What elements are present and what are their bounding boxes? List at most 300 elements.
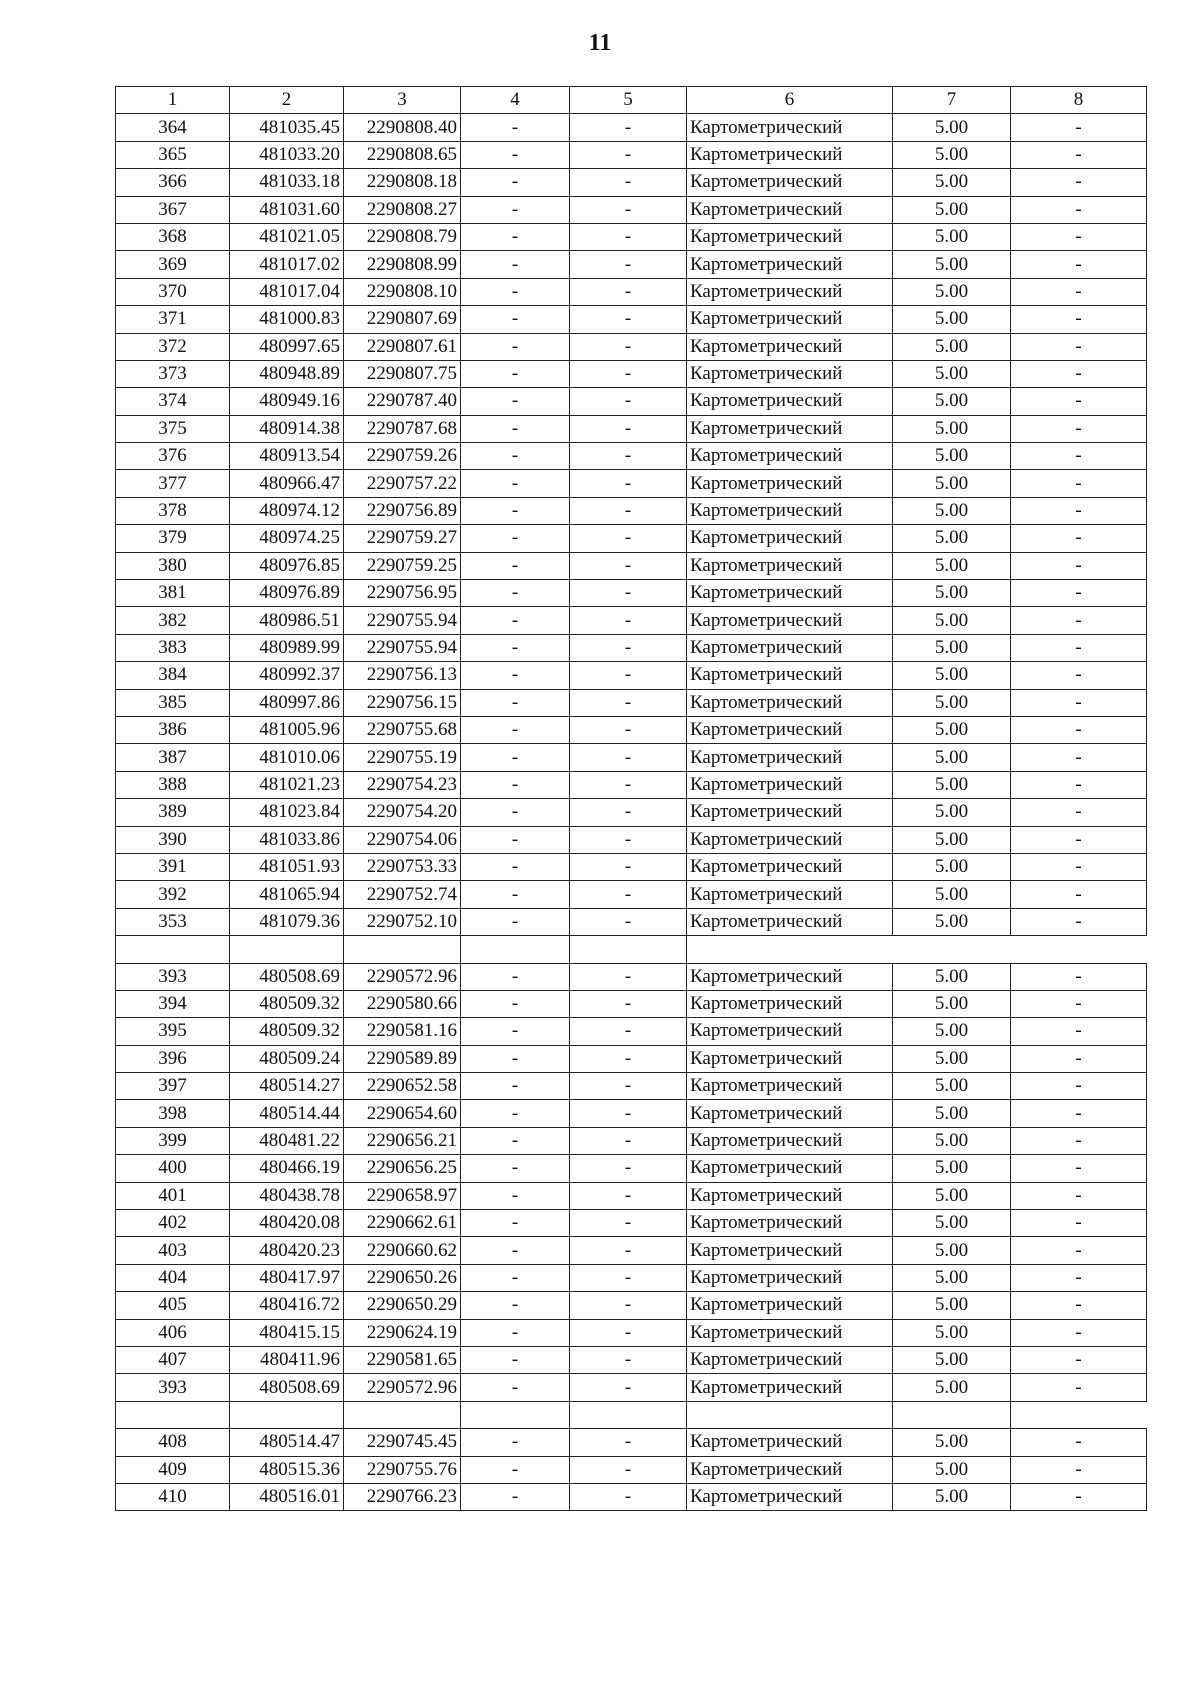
col-4-cell: - xyxy=(461,634,570,661)
x-coordinate-cell: 480515.36 xyxy=(230,1456,344,1483)
x-coordinate-cell: 480992.37 xyxy=(230,662,344,689)
accuracy-cell: 5.00 xyxy=(893,360,1011,387)
col-4-cell: - xyxy=(461,1100,570,1127)
col-8-cell: - xyxy=(1011,223,1147,250)
y-coordinate-cell: 2290652.58 xyxy=(344,1073,461,1100)
accuracy-cell: 5.00 xyxy=(893,278,1011,305)
y-coordinate-cell: 2290581.16 xyxy=(344,1018,461,1045)
col-5-cell: - xyxy=(570,141,687,168)
col-4-cell: - xyxy=(461,826,570,853)
point-number-cell: 1 xyxy=(116,87,230,114)
col-8-cell: - xyxy=(1011,1483,1147,1510)
accuracy-cell: 5.00 xyxy=(893,141,1011,168)
col-4-cell: - xyxy=(461,716,570,743)
col-4-cell: - xyxy=(461,662,570,689)
col-5-cell: - xyxy=(570,525,687,552)
y-coordinate-cell: 2290787.40 xyxy=(344,388,461,415)
table-row xyxy=(116,881,1147,908)
point-number-cell: 377 xyxy=(116,470,230,497)
point-number-cell: 386 xyxy=(116,716,230,743)
col-5-cell: - xyxy=(570,415,687,442)
col-4-cell: - xyxy=(461,1456,570,1483)
col-4-cell: - xyxy=(461,333,570,360)
empty-cell xyxy=(687,1401,893,1428)
y-coordinate-cell: 2290753.33 xyxy=(344,853,461,880)
accuracy-cell: 5.00 xyxy=(893,744,1011,771)
x-coordinate-cell: 480514.27 xyxy=(230,1073,344,1100)
point-number-cell: 391 xyxy=(116,853,230,880)
col-5-cell: - xyxy=(570,497,687,524)
table-row xyxy=(116,662,1147,689)
y-coordinate-cell: 2290572.96 xyxy=(344,1374,461,1401)
empty-cell xyxy=(1011,936,1147,963)
col-5-cell: - xyxy=(570,333,687,360)
table-row xyxy=(116,799,1147,826)
col-8-cell: - xyxy=(1011,1456,1147,1483)
col-4-cell: - xyxy=(461,470,570,497)
x-coordinate-cell: 481079.36 xyxy=(230,908,344,935)
point-number-cell: 395 xyxy=(116,1018,230,1045)
x-coordinate-cell: 480420.08 xyxy=(230,1210,344,1237)
accuracy-cell: 5.00 xyxy=(893,388,1011,415)
x-coordinate-cell: 480508.69 xyxy=(230,963,344,990)
y-coordinate-cell: 2290650.29 xyxy=(344,1292,461,1319)
method-cell: Картометрический xyxy=(687,744,893,771)
accuracy-cell: 5.00 xyxy=(893,1374,1011,1401)
point-number-cell: 393 xyxy=(116,1374,230,1401)
method-cell: Картометрический xyxy=(687,1237,893,1264)
method-cell: Картометрический xyxy=(687,1346,893,1373)
table-row xyxy=(116,306,1147,333)
table-row xyxy=(116,716,1147,743)
y-coordinate-cell: 2290656.25 xyxy=(344,1155,461,1182)
table-row xyxy=(116,1319,1147,1346)
col-8-cell: - xyxy=(1011,1073,1147,1100)
col-5-cell: - xyxy=(570,771,687,798)
table-row xyxy=(116,1182,1147,1209)
point-number-cell: 394 xyxy=(116,990,230,1017)
method-cell: Картометрический xyxy=(687,634,893,661)
method-cell: Картометрический xyxy=(687,196,893,223)
col-8-cell: - xyxy=(1011,497,1147,524)
empty-cell xyxy=(116,1401,230,1428)
point-number-cell: 369 xyxy=(116,251,230,278)
col-8-cell: - xyxy=(1011,1127,1147,1154)
y-coordinate-cell: 2290808.79 xyxy=(344,223,461,250)
col-4-cell: - xyxy=(461,497,570,524)
col-4-cell: - xyxy=(461,1319,570,1346)
contour-separator-row xyxy=(116,1401,1147,1428)
col-8-cell: - xyxy=(1011,552,1147,579)
accuracy-cell: 5.00 xyxy=(893,1292,1011,1319)
y-coordinate-cell: 2290754.06 xyxy=(344,826,461,853)
y-coordinate-cell: 2290759.27 xyxy=(344,525,461,552)
x-coordinate-cell: 2 xyxy=(230,87,344,114)
empty-cell xyxy=(893,1401,1011,1428)
method-cell: Картометрический xyxy=(687,114,893,141)
col-8-cell: - xyxy=(1011,799,1147,826)
col-4-cell: - xyxy=(461,196,570,223)
col-4-cell: - xyxy=(461,881,570,908)
x-coordinate-cell: 481010.06 xyxy=(230,744,344,771)
point-number-cell: 410 xyxy=(116,1483,230,1510)
col-4-cell: - xyxy=(461,1210,570,1237)
x-coordinate-cell: 481000.83 xyxy=(230,306,344,333)
x-coordinate-cell: 480966.47 xyxy=(230,470,344,497)
accuracy-cell: 5.00 xyxy=(893,689,1011,716)
accuracy-cell: 5.00 xyxy=(893,1319,1011,1346)
col-5-cell: - xyxy=(570,826,687,853)
empty-cell xyxy=(893,936,1011,963)
accuracy-cell: 5.00 xyxy=(893,114,1011,141)
y-coordinate-cell: 3 xyxy=(344,87,461,114)
accuracy-cell: 5.00 xyxy=(893,607,1011,634)
col-8-cell: - xyxy=(1011,196,1147,223)
x-coordinate-cell: 481033.20 xyxy=(230,141,344,168)
point-number-cell: 407 xyxy=(116,1346,230,1373)
col-4-cell: - xyxy=(461,114,570,141)
table-row xyxy=(116,1456,1147,1483)
accuracy-cell: 5.00 xyxy=(893,1182,1011,1209)
col-8-cell: - xyxy=(1011,360,1147,387)
col-4-cell: - xyxy=(461,963,570,990)
col-5-cell: - xyxy=(570,223,687,250)
point-number-cell: 388 xyxy=(116,771,230,798)
method-cell: Картометрический xyxy=(687,1127,893,1154)
col-8-cell: - xyxy=(1011,1374,1147,1401)
col-4-cell: - xyxy=(461,360,570,387)
x-coordinate-cell: 480508.69 xyxy=(230,1374,344,1401)
table-row xyxy=(116,1429,1147,1456)
col-8-cell: - xyxy=(1011,1346,1147,1373)
method-cell: Картометрический xyxy=(687,306,893,333)
method-cell: Картометрический xyxy=(687,278,893,305)
point-number-cell: 381 xyxy=(116,580,230,607)
y-coordinate-cell: 2290757.22 xyxy=(344,470,461,497)
col-4-cell: - xyxy=(461,169,570,196)
col-8-cell: - xyxy=(1011,1319,1147,1346)
table-row xyxy=(116,908,1147,935)
table-row xyxy=(116,1483,1147,1510)
method-cell: Картометрический xyxy=(687,580,893,607)
empty-cell xyxy=(687,936,893,963)
col-5-cell: 5 xyxy=(570,87,687,114)
empty-cell xyxy=(344,1401,461,1428)
col-5-cell: - xyxy=(570,114,687,141)
accuracy-cell: 5.00 xyxy=(893,1073,1011,1100)
col-5-cell: - xyxy=(570,990,687,1017)
col-4-cell: - xyxy=(461,306,570,333)
x-coordinate-cell: 480411.96 xyxy=(230,1346,344,1373)
accuracy-cell: 5.00 xyxy=(893,826,1011,853)
method-cell: Картометрический xyxy=(687,853,893,880)
col-8-cell: - xyxy=(1011,607,1147,634)
y-coordinate-cell: 2290807.75 xyxy=(344,360,461,387)
table-row xyxy=(116,990,1147,1017)
table-row xyxy=(116,251,1147,278)
col-5-cell: - xyxy=(570,1210,687,1237)
col-8-cell: - xyxy=(1011,744,1147,771)
col-5-cell: - xyxy=(570,306,687,333)
point-number-cell: 392 xyxy=(116,881,230,908)
col-4-cell: - xyxy=(461,1073,570,1100)
x-coordinate-cell: 480974.25 xyxy=(230,525,344,552)
method-cell: Картометрический xyxy=(687,1264,893,1291)
table-row xyxy=(116,1073,1147,1100)
table-row xyxy=(116,1210,1147,1237)
table-header-row xyxy=(116,87,1147,114)
x-coordinate-cell: 480438.78 xyxy=(230,1182,344,1209)
col-4-cell: - xyxy=(461,1264,570,1291)
table-row xyxy=(116,443,1147,470)
table-row xyxy=(116,744,1147,771)
point-number-cell: 372 xyxy=(116,333,230,360)
col-4-cell: - xyxy=(461,388,570,415)
accuracy-cell: 5.00 xyxy=(893,169,1011,196)
col-4-cell: - xyxy=(461,278,570,305)
y-coordinate-cell: 2290808.40 xyxy=(344,114,461,141)
method-cell: Картометрический xyxy=(687,716,893,743)
point-number-cell: 403 xyxy=(116,1237,230,1264)
accuracy-cell: 5.00 xyxy=(893,1155,1011,1182)
point-number-cell: 367 xyxy=(116,196,230,223)
method-cell: Картометрический xyxy=(687,963,893,990)
col-5-cell: - xyxy=(570,1182,687,1209)
y-coordinate-cell: 2290589.89 xyxy=(344,1045,461,1072)
y-coordinate-cell: 2290754.23 xyxy=(344,771,461,798)
col-8-cell: - xyxy=(1011,1100,1147,1127)
col-8-cell: - xyxy=(1011,525,1147,552)
x-coordinate-cell: 480974.12 xyxy=(230,497,344,524)
accuracy-cell: 5.00 xyxy=(893,1100,1011,1127)
table-row xyxy=(116,114,1147,141)
col-5-cell: - xyxy=(570,744,687,771)
point-number-cell: 401 xyxy=(116,1182,230,1209)
col-4-cell: - xyxy=(461,525,570,552)
method-cell: Картометрический xyxy=(687,141,893,168)
col-5-cell: - xyxy=(570,1456,687,1483)
y-coordinate-cell: 2290756.95 xyxy=(344,580,461,607)
col-8-cell: - xyxy=(1011,388,1147,415)
col-4-cell: - xyxy=(461,223,570,250)
col-4-cell: 4 xyxy=(461,87,570,114)
y-coordinate-cell: 2290807.69 xyxy=(344,306,461,333)
col-8-cell: - xyxy=(1011,771,1147,798)
coordinates-table xyxy=(115,86,1147,1511)
x-coordinate-cell: 480997.86 xyxy=(230,689,344,716)
point-number-cell: 379 xyxy=(116,525,230,552)
col-8-cell: - xyxy=(1011,141,1147,168)
method-cell: Картометрический xyxy=(687,908,893,935)
col-4-cell: - xyxy=(461,1045,570,1072)
col-5-cell: - xyxy=(570,1483,687,1510)
method-cell: Картометрический xyxy=(687,1456,893,1483)
col-8-cell: - xyxy=(1011,963,1147,990)
col-8-cell: - xyxy=(1011,826,1147,853)
x-coordinate-cell: 480976.85 xyxy=(230,552,344,579)
empty-cell xyxy=(230,936,344,963)
table-row xyxy=(116,1018,1147,1045)
y-coordinate-cell: 2290755.68 xyxy=(344,716,461,743)
col-4-cell: - xyxy=(461,443,570,470)
point-number-cell: 389 xyxy=(116,799,230,826)
col-8-cell: - xyxy=(1011,1018,1147,1045)
table-body xyxy=(116,87,1147,1511)
method-cell: Картометрический xyxy=(687,771,893,798)
table-row xyxy=(116,470,1147,497)
col-5-cell: - xyxy=(570,1292,687,1319)
accuracy-cell: 5.00 xyxy=(893,990,1011,1017)
point-number-cell: 404 xyxy=(116,1264,230,1291)
point-number-cell: 396 xyxy=(116,1045,230,1072)
col-8-cell: - xyxy=(1011,1237,1147,1264)
y-coordinate-cell: 2290808.65 xyxy=(344,141,461,168)
x-coordinate-cell: 481017.04 xyxy=(230,278,344,305)
x-coordinate-cell: 481065.94 xyxy=(230,881,344,908)
col-5-cell: - xyxy=(570,1374,687,1401)
col-4-cell: - xyxy=(461,1182,570,1209)
point-number-cell: 353 xyxy=(116,908,230,935)
x-coordinate-cell: 481031.60 xyxy=(230,196,344,223)
table-row xyxy=(116,963,1147,990)
col-5-cell: - xyxy=(570,388,687,415)
y-coordinate-cell: 2290808.27 xyxy=(344,196,461,223)
table-row xyxy=(116,826,1147,853)
col-4-cell: - xyxy=(461,1292,570,1319)
col-8-cell: - xyxy=(1011,1155,1147,1182)
table-row xyxy=(116,497,1147,524)
table-row xyxy=(116,853,1147,880)
point-number-cell: 366 xyxy=(116,169,230,196)
x-coordinate-cell: 481021.23 xyxy=(230,771,344,798)
col-5-cell: - xyxy=(570,360,687,387)
col-4-cell: - xyxy=(461,1483,570,1510)
col-5-cell: - xyxy=(570,196,687,223)
y-coordinate-cell: 2290580.66 xyxy=(344,990,461,1017)
method-cell: Картометрический xyxy=(687,1045,893,1072)
col-4-cell: - xyxy=(461,251,570,278)
y-coordinate-cell: 2290755.76 xyxy=(344,1456,461,1483)
col-8-cell: - xyxy=(1011,169,1147,196)
point-number-cell: 378 xyxy=(116,497,230,524)
point-number-cell: 365 xyxy=(116,141,230,168)
table-row xyxy=(116,196,1147,223)
y-coordinate-cell: 2290752.10 xyxy=(344,908,461,935)
x-coordinate-cell: 480509.24 xyxy=(230,1045,344,1072)
col-8-cell: 8 xyxy=(1011,87,1147,114)
method-cell: Картометрический xyxy=(687,799,893,826)
col-5-cell: - xyxy=(570,963,687,990)
x-coordinate-cell: 480949.16 xyxy=(230,388,344,415)
method-cell: Картометрический xyxy=(687,826,893,853)
empty-cell xyxy=(230,1401,344,1428)
empty-cell xyxy=(461,1401,570,1428)
col-5-cell: - xyxy=(570,716,687,743)
method-cell: Картометрический xyxy=(687,388,893,415)
col-8-cell: - xyxy=(1011,580,1147,607)
method-cell: Картометрический xyxy=(687,443,893,470)
accuracy-cell: 5.00 xyxy=(893,1429,1011,1456)
table-row xyxy=(116,278,1147,305)
accuracy-cell: 5.00 xyxy=(893,525,1011,552)
method-cell: Картометрический xyxy=(687,525,893,552)
empty-cell xyxy=(570,936,687,963)
method-cell: Картометрический xyxy=(687,1210,893,1237)
accuracy-cell: 5.00 xyxy=(893,1456,1011,1483)
x-coordinate-cell: 480514.44 xyxy=(230,1100,344,1127)
point-number-cell: 400 xyxy=(116,1155,230,1182)
x-coordinate-cell: 480415.15 xyxy=(230,1319,344,1346)
col-4-cell: - xyxy=(461,415,570,442)
table-row xyxy=(116,525,1147,552)
accuracy-cell: 5.00 xyxy=(893,1045,1011,1072)
col-8-cell: - xyxy=(1011,689,1147,716)
point-number-cell: 380 xyxy=(116,552,230,579)
point-number-cell: 374 xyxy=(116,388,230,415)
col-8-cell: - xyxy=(1011,1292,1147,1319)
col-4-cell: - xyxy=(461,1237,570,1264)
table-row xyxy=(116,1155,1147,1182)
x-coordinate-cell: 481033.86 xyxy=(230,826,344,853)
col-8-cell: - xyxy=(1011,990,1147,1017)
table-row xyxy=(116,552,1147,579)
y-coordinate-cell: 2290755.19 xyxy=(344,744,461,771)
table-row xyxy=(116,388,1147,415)
accuracy-cell: 5.00 xyxy=(893,443,1011,470)
method-cell: Картометрический xyxy=(687,1100,893,1127)
table-row xyxy=(116,634,1147,661)
method-cell: Картометрический xyxy=(687,990,893,1017)
point-number-cell: 385 xyxy=(116,689,230,716)
x-coordinate-cell: 480913.54 xyxy=(230,443,344,470)
empty-cell xyxy=(461,936,570,963)
col-4-cell: - xyxy=(461,1429,570,1456)
table-row xyxy=(116,1346,1147,1373)
method-cell: Картометрический xyxy=(687,470,893,497)
col-8-cell: - xyxy=(1011,662,1147,689)
point-number-cell: 402 xyxy=(116,1210,230,1237)
y-coordinate-cell: 2290808.99 xyxy=(344,251,461,278)
point-number-cell: 382 xyxy=(116,607,230,634)
table-row xyxy=(116,1127,1147,1154)
point-number-cell: 383 xyxy=(116,634,230,661)
col-5-cell: - xyxy=(570,580,687,607)
table-row xyxy=(116,223,1147,250)
col-4-cell: - xyxy=(461,1155,570,1182)
col-5-cell: - xyxy=(570,1155,687,1182)
col-4-cell: - xyxy=(461,580,570,607)
point-number-cell: 384 xyxy=(116,662,230,689)
point-number-cell: 408 xyxy=(116,1429,230,1456)
x-coordinate-cell: 480516.01 xyxy=(230,1483,344,1510)
col-5-cell: - xyxy=(570,908,687,935)
accuracy-cell: 5.00 xyxy=(893,662,1011,689)
accuracy-cell: 5.00 xyxy=(893,306,1011,333)
table-row xyxy=(116,1374,1147,1401)
method-cell: Картометрический xyxy=(687,251,893,278)
x-coordinate-cell: 481035.45 xyxy=(230,114,344,141)
y-coordinate-cell: 2290755.94 xyxy=(344,634,461,661)
accuracy-cell: 5.00 xyxy=(893,223,1011,250)
y-coordinate-cell: 2290662.61 xyxy=(344,1210,461,1237)
col-4-cell: - xyxy=(461,1127,570,1154)
col-5-cell: - xyxy=(570,1319,687,1346)
x-coordinate-cell: 481017.02 xyxy=(230,251,344,278)
col-8-cell: - xyxy=(1011,470,1147,497)
col-5-cell: - xyxy=(570,443,687,470)
col-5-cell: - xyxy=(570,799,687,826)
col-5-cell: - xyxy=(570,689,687,716)
